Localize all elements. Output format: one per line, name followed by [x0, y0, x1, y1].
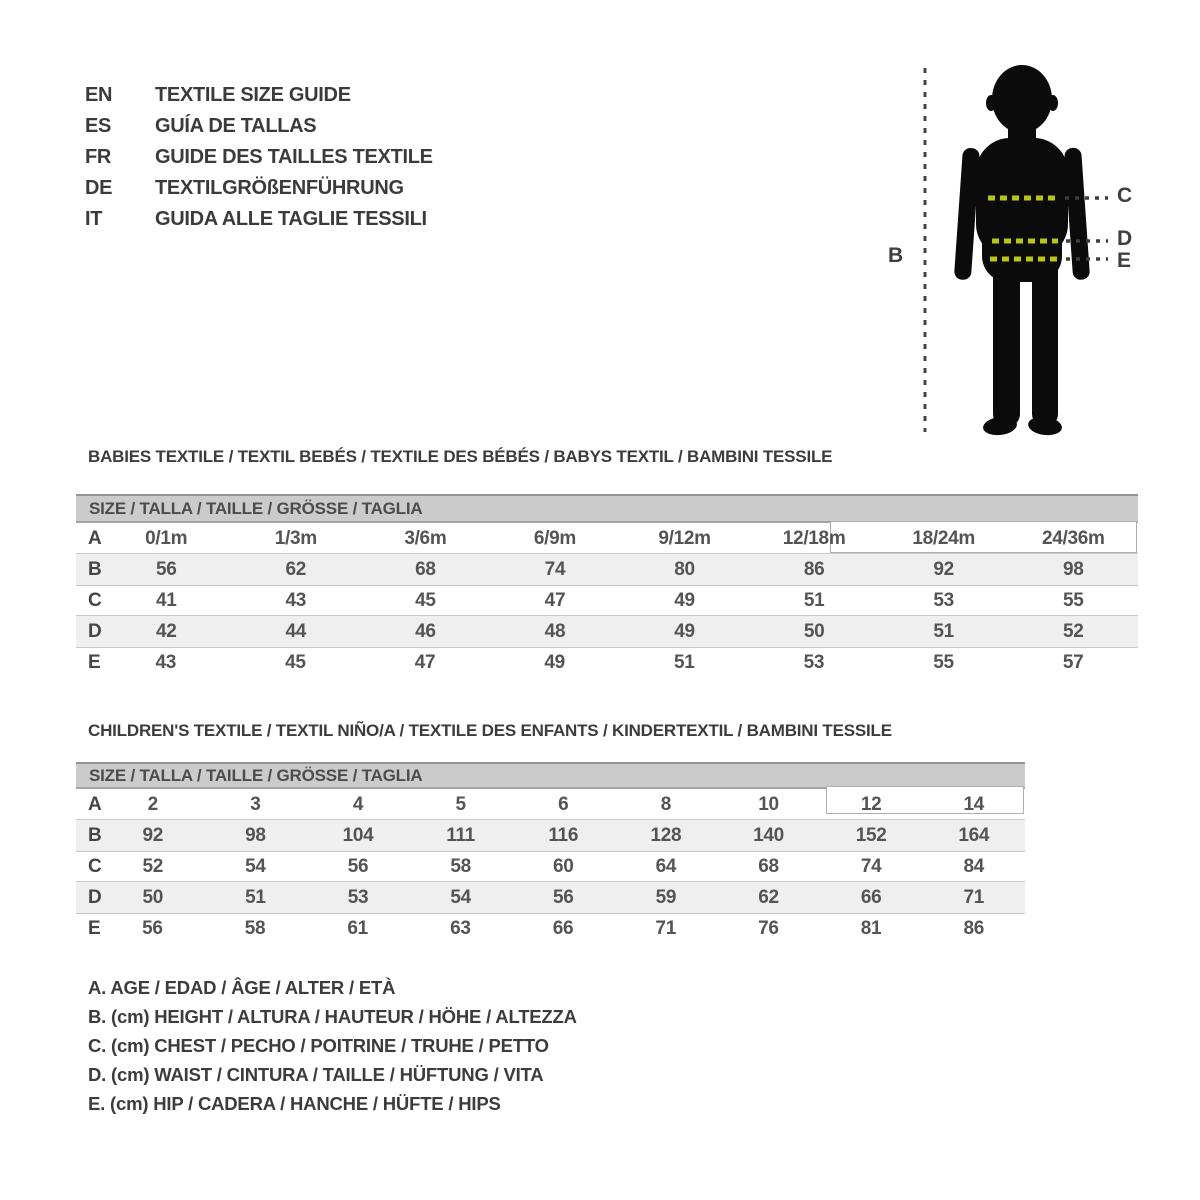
table-cell: 64 [655, 855, 677, 877]
table-row-d [76, 616, 1138, 647]
table-cell: 51 [803, 589, 825, 611]
table-cell: 111 [446, 824, 475, 846]
language-row-de [85, 173, 433, 204]
row-label: C [88, 589, 102, 611]
language-code: FR [85, 146, 112, 168]
table-cell: 56 [552, 886, 574, 908]
row-label: D [88, 886, 102, 908]
table-cell: 49 [544, 651, 565, 673]
table-cell: 54 [245, 855, 266, 877]
language-title: GUIDE DES TAILLES TEXTILE [155, 146, 433, 168]
table-cell: 116 [548, 824, 579, 846]
row-label: E [88, 917, 101, 939]
measure-label-hip: E [1117, 249, 1132, 272]
language-row-en [85, 80, 433, 111]
table-cell: 1/3m [274, 527, 317, 549]
table-cell: 128 [650, 824, 682, 846]
table-cell: 66 [552, 917, 574, 939]
table-cell: 58 [450, 855, 471, 877]
table-cell: 48 [544, 620, 566, 642]
table-cell: 51 [933, 620, 954, 642]
table-cell: 52 [142, 855, 163, 877]
table-cell: 57 [1062, 651, 1084, 673]
language-title: GUÍA DE TALLAS [155, 115, 317, 137]
silhouette-body [954, 65, 1090, 437]
row-label: D [88, 620, 102, 642]
table-cell: 56 [142, 917, 163, 939]
measure-label-height: B [888, 244, 904, 267]
children-section-heading: CHILDREN'S TEXTILE / TEXTIL NIÑO/A / TEXTILE DES ENFANTS / KINDERTEXTIL / BAMBINI TESSILE [88, 721, 892, 740]
measurement-legend [88, 973, 577, 1118]
table-cell: 140 [753, 824, 784, 846]
language-row-es [85, 111, 433, 142]
row-label: E [88, 651, 101, 673]
table-cell: 42 [155, 620, 177, 642]
table-cell: 56 [155, 558, 177, 580]
table-row-a [76, 523, 1138, 554]
table-cell: 6/9m [533, 527, 576, 549]
table-cell: 81 [860, 917, 882, 939]
table-cell: 52 [1062, 620, 1084, 642]
table-cell: 58 [244, 917, 266, 939]
table-cell: 74 [544, 558, 566, 580]
table-cell: 53 [803, 651, 825, 673]
table-cell: 0/1m [145, 527, 188, 549]
table-cell: 43 [285, 589, 307, 611]
table-cell: 10 [758, 793, 779, 815]
legend-age: A. AGE / EDAD / ÂGE / ALTER / ETÀ [88, 976, 396, 998]
table-cell: 68 [415, 558, 436, 580]
table-cell: 41 [155, 589, 177, 611]
table-cell: 92 [142, 824, 163, 846]
legend-height: B. (cm) HEIGHT / ALTURA / HAUTEUR / HÖHE / ALTEZZA [88, 1005, 577, 1027]
table-cell: 68 [758, 855, 779, 877]
measure-label-chest: C [1117, 184, 1133, 207]
language-title: TEXTILE SIZE GUIDE [155, 84, 351, 106]
table-cell: 53 [933, 589, 954, 611]
row-label: A [88, 527, 102, 549]
row-label: A [88, 793, 102, 815]
table-cell: 45 [285, 651, 306, 673]
table-cell: 47 [414, 651, 436, 673]
table-cell: 5 [455, 793, 466, 815]
table-cell: 45 [415, 589, 436, 611]
table-cell: 53 [347, 886, 369, 908]
children-size-header-bar: SIZE / TALLA / TAILLE / GRÖSSE / TAGLIA [76, 762, 1025, 789]
table-cell: 63 [450, 917, 471, 939]
table-cell: 66 [860, 886, 882, 908]
table-cell: 104 [342, 824, 374, 846]
table-row-a [76, 789, 1025, 820]
language-code: IT [85, 208, 103, 230]
table-cell: 12/18m [782, 527, 846, 549]
table-cell: 86 [803, 558, 825, 580]
table-cell: 43 [155, 651, 177, 673]
table-cell: 3/6m [404, 527, 447, 549]
row-label: B [88, 824, 102, 846]
table-row-e [76, 647, 1138, 678]
table-cell: 59 [655, 886, 677, 908]
table-cell: 49 [674, 620, 695, 642]
table-cell: 14 [963, 793, 984, 815]
table-cell: 49 [674, 589, 695, 611]
table-cell: 50 [142, 886, 163, 908]
table-cell: 54 [450, 886, 471, 908]
language-title: TEXTILGRÖßENFÜHRUNG [155, 177, 404, 199]
legend-hip: E. (cm) HIP / CADERA / HANCHE / HÜFTE / HIPS [88, 1092, 501, 1114]
table-cell: 98 [245, 824, 266, 846]
table-cell: 164 [958, 824, 990, 846]
table-cell: 74 [860, 855, 882, 877]
legend-waist: D. (cm) WAIST / CINTURA / TAILLE / HÜFTUNG / VITA [88, 1063, 544, 1085]
table-row-d [76, 882, 1025, 913]
language-list [85, 80, 433, 235]
table-row-c [76, 585, 1138, 616]
table-cell: 18/24m [912, 527, 975, 549]
language-code: DE [85, 177, 113, 199]
table-cell: 55 [933, 651, 954, 673]
table-cell: 62 [758, 886, 779, 908]
babies-size-header-bar: SIZE / TALLA / TAILLE / GRÖSSE / TAGLIA [76, 494, 1138, 523]
table-row-c [76, 851, 1025, 882]
measure-label-waist: D [1117, 227, 1133, 250]
language-row-it [85, 204, 433, 235]
table-cell: 92 [933, 558, 954, 580]
table-cell: 6 [558, 793, 569, 815]
table-cell: 24/36m [1041, 527, 1105, 549]
table-cell: 3 [250, 793, 261, 815]
table-row-e [76, 913, 1025, 944]
table-row-b [76, 820, 1025, 851]
table-cell: 50 [803, 620, 825, 642]
table-cell: 71 [655, 917, 676, 939]
table-cell: 55 [1062, 589, 1084, 611]
babies-section-heading: BABIES TEXTILE / TEXTIL BEBÉS / TEXTILE DES BÉBÉS / BABYS TEXTIL / BAMBINI TESSILE [88, 447, 833, 466]
table-cell: 46 [415, 620, 436, 642]
children-size-table [76, 789, 1025, 944]
row-label: C [88, 855, 102, 877]
table-cell: 61 [347, 917, 368, 939]
table-cell: 84 [963, 855, 984, 877]
table-cell: 71 [963, 886, 984, 908]
table-cell: 86 [963, 917, 984, 939]
table-cell: 8 [660, 793, 671, 815]
babies-size-table [76, 523, 1138, 678]
language-code: EN [85, 84, 113, 106]
table-cell: 60 [552, 855, 574, 877]
legend-chest: C. (cm) CHEST / PECHO / POITRINE / TRUHE / PETTO [88, 1034, 549, 1056]
table-cell: 44 [285, 620, 307, 642]
language-code: ES [85, 115, 112, 137]
table-row-b [76, 554, 1138, 585]
table-cell: 2 [147, 793, 158, 815]
language-title: GUIDA ALLE TAGLIE TESSILI [155, 208, 427, 230]
table-cell: 152 [855, 824, 887, 846]
table-cell: 4 [352, 793, 364, 815]
table-cell: 9/12m [658, 527, 711, 549]
table-cell: 47 [544, 589, 566, 611]
table-cell: 51 [674, 651, 695, 673]
table-cell: 80 [674, 558, 695, 580]
table-cell: 98 [1062, 558, 1084, 580]
table-cell: 62 [285, 558, 307, 580]
table-cell: 12 [860, 793, 882, 815]
table-cell: 56 [347, 855, 369, 877]
language-row-fr [85, 142, 433, 173]
row-label: B [88, 558, 102, 580]
table-cell: 76 [758, 917, 779, 939]
table-cell: 51 [245, 886, 266, 908]
